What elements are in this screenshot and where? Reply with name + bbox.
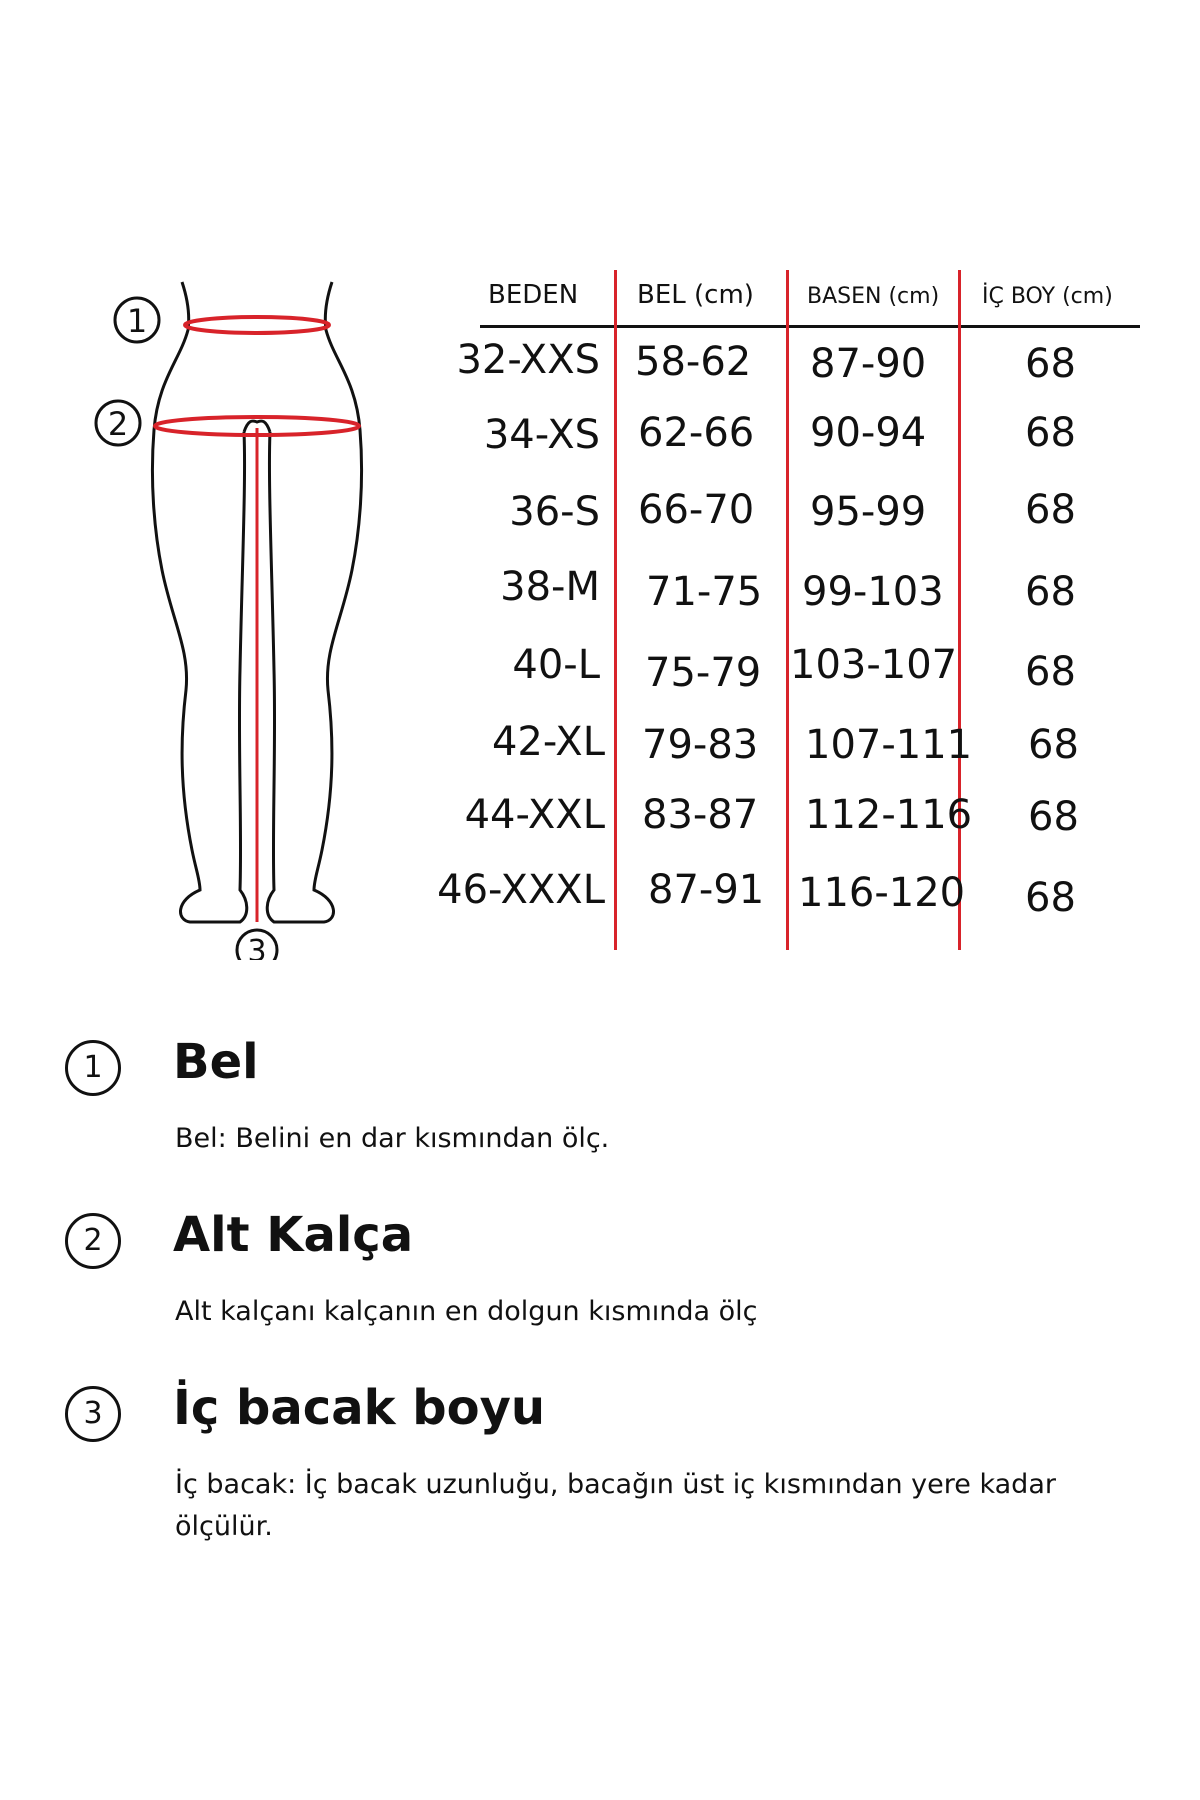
leg-outline-icon — [80, 270, 380, 960]
cell-ic-boy: 68 — [1025, 487, 1076, 533]
cell-size: 32-XXS — [456, 337, 600, 383]
svg-text:2: 2 — [107, 405, 129, 443]
size-table — [420, 270, 1140, 960]
leg-measurement-figure — [80, 270, 380, 960]
header-basen: BASEN (cm) — [807, 284, 940, 309]
cell-size: 44-XXL — [464, 792, 605, 838]
header-ic-boy: İÇ BOY (cm) — [982, 284, 1113, 309]
svg-text:3: 3 — [247, 934, 267, 960]
cell-bel: 71-75 — [646, 569, 763, 615]
cell-bel: 75-79 — [645, 650, 762, 696]
cell-size: 38-M — [500, 564, 600, 610]
cell-basen: 103-107 — [790, 642, 958, 688]
header-beden: BEDEN — [488, 280, 579, 310]
column-divider — [614, 270, 617, 950]
cell-ic-boy: 68 — [1025, 649, 1076, 695]
cell-bel: 58-62 — [635, 339, 752, 385]
cell-ic-boy: 68 — [1025, 875, 1076, 921]
cell-bel: 87-91 — [648, 867, 765, 913]
cell-bel: 79-83 — [642, 722, 759, 768]
cell-ic-boy: 68 — [1025, 410, 1076, 456]
cell-basen: 112-116 — [805, 792, 973, 838]
cell-basen: 90-94 — [810, 410, 927, 456]
cell-ic-boy: 68 — [1028, 794, 1079, 840]
cell-ic-boy: 68 — [1025, 341, 1076, 387]
cell-basen: 107-111 — [805, 722, 973, 768]
marker-2-icon: 2 — [65, 1213, 121, 1269]
cell-ic-boy: 68 — [1025, 569, 1076, 615]
legend-title: İç bacak boyu — [173, 1380, 546, 1436]
cell-ic-boy: 68 — [1028, 722, 1079, 768]
cell-size: 40-L — [512, 642, 600, 688]
cell-size: 34-XS — [483, 412, 600, 458]
column-divider — [958, 270, 961, 950]
marker-3-icon: 3 — [65, 1386, 121, 1442]
cell-size: 46-XXXL — [437, 867, 605, 913]
waist-measure-line — [185, 317, 329, 333]
cell-basen: 116-120 — [798, 870, 966, 916]
marker-1-icon: 1 — [65, 1040, 121, 1096]
cell-size: 36-S — [509, 489, 600, 535]
header-divider — [480, 325, 1140, 328]
legend-title: Bel — [173, 1034, 259, 1090]
legend-title: Alt Kalça — [173, 1207, 414, 1263]
cell-size: 42-XL — [491, 719, 605, 765]
legend-description: Alt kalçanı kalçanın en dolgun kısmında ölç — [175, 1296, 758, 1327]
cell-basen: 99-103 — [802, 569, 944, 615]
cell-bel: 66-70 — [638, 487, 755, 533]
cell-bel: 83-87 — [642, 792, 759, 838]
cell-basen: 87-90 — [810, 341, 927, 387]
cell-bel: 62-66 — [638, 410, 755, 456]
legend-description: Bel: Belini en dar kısmından ölç. — [175, 1123, 610, 1154]
legend-description: İç bacak: İç bacak uzunluğu, bacağın üst iç kısmından yere kadar ölçülür. — [175, 1469, 1056, 1542]
marker-2-icon — [96, 401, 140, 445]
svg-text:1: 1 — [126, 302, 148, 340]
cell-basen: 95-99 — [810, 489, 927, 535]
column-divider — [786, 270, 789, 950]
marker-1-icon — [115, 298, 159, 342]
marker-3-icon — [237, 930, 277, 960]
header-bel: BEL (cm) — [637, 280, 754, 310]
